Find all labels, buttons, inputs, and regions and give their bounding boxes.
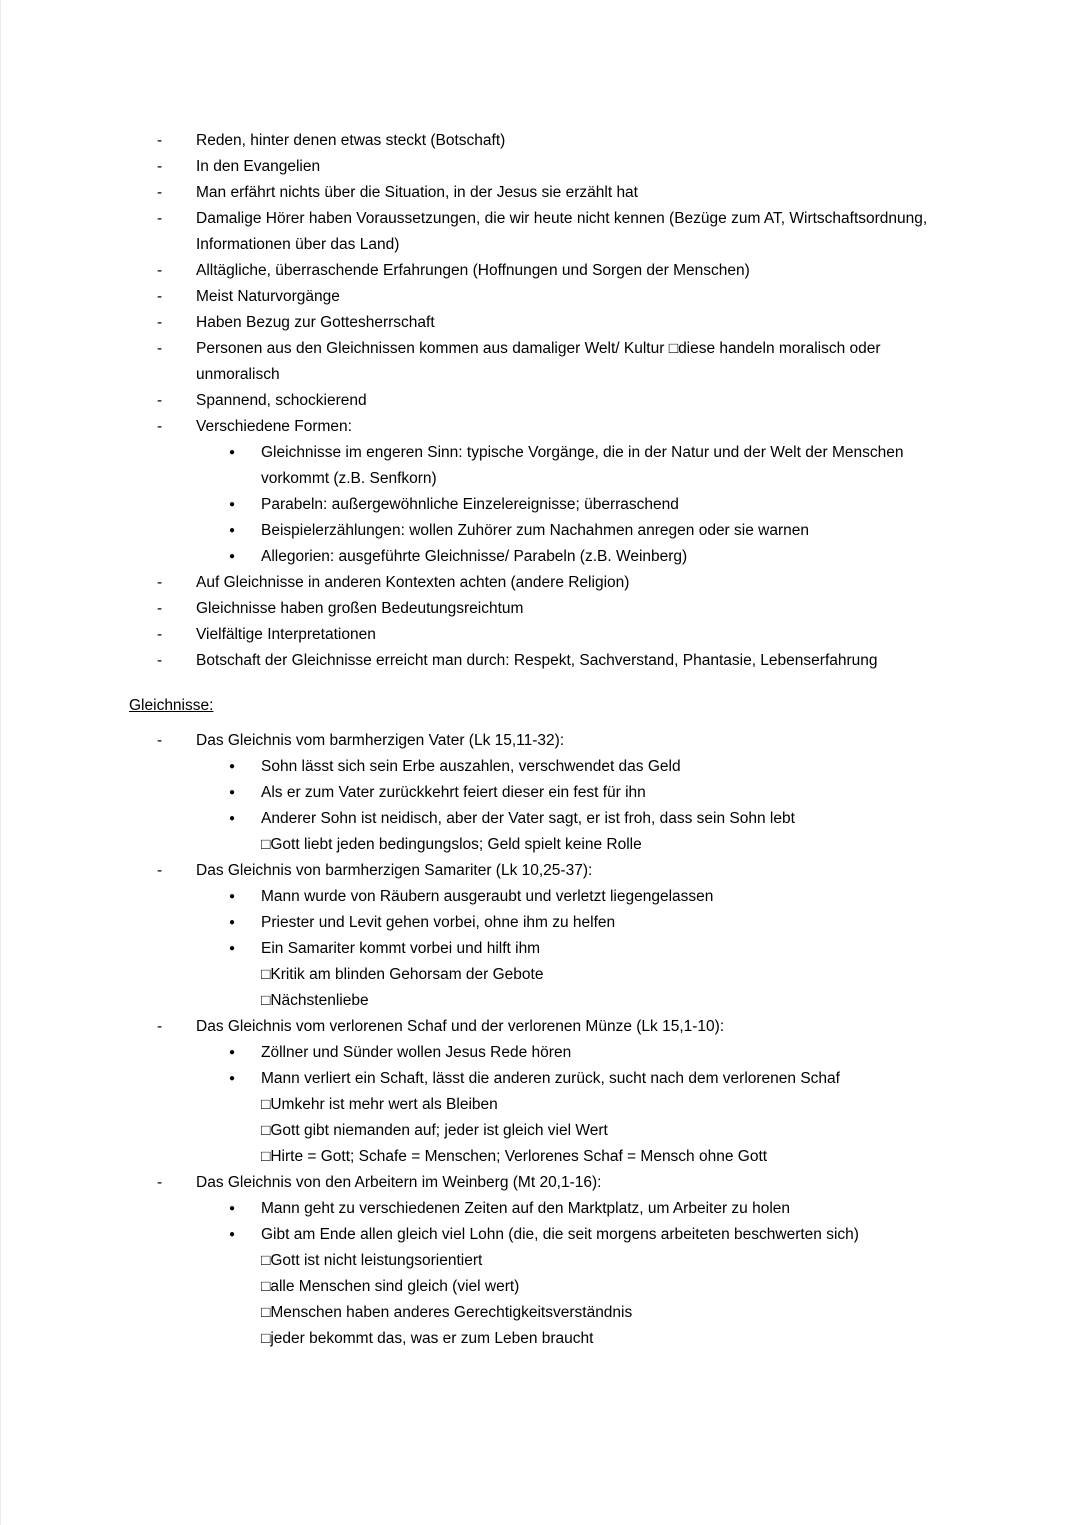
list-item-text: Parabeln: außergewöhnliche Einzelereignisse; überraschend xyxy=(261,496,679,513)
list-item xyxy=(129,1300,948,1326)
list-item-text: Das Gleichnis von barmherzigen Samariter (Lk 10,25-37): xyxy=(196,862,593,879)
dash-bullet-icon: - xyxy=(157,732,163,749)
list-item xyxy=(129,1222,948,1248)
list-item-text: Personen aus den Gleichnissen kommen aus damaliger Welt/ Kultur □diese handeln moralisch oder unmoralisch xyxy=(196,340,881,383)
list-item-text: Gibt am Ende allen gleich viel Lohn (die, die seit morgens arbeiteten beschwerten sich) xyxy=(261,1226,859,1243)
list-item xyxy=(129,1170,948,1196)
disc-bullet-icon: ● xyxy=(229,1073,236,1084)
dash-bullet-icon: - xyxy=(157,314,163,331)
list-item xyxy=(129,780,948,806)
list-item xyxy=(129,180,948,206)
list-item xyxy=(129,1144,948,1170)
dash-bullet-icon: - xyxy=(157,262,163,279)
disc-bullet-icon: ● xyxy=(229,813,236,824)
list-item-text: Gleichnisse im engeren Sinn: typische Vorgänge, die in der Natur und der Welt der Menschen vorkommt (z.B. Senfkorn) xyxy=(261,444,904,487)
list-item-text: □Hirte = Gott; Schafe = Menschen; Verlorenes Schaf = Mensch ohne Gott xyxy=(261,1148,768,1165)
list-item xyxy=(129,1248,948,1274)
list-item xyxy=(129,1066,948,1092)
list-item xyxy=(129,284,948,310)
disc-bullet-icon: ● xyxy=(229,525,236,536)
list-item xyxy=(129,154,948,180)
list-item-text: □Kritik am blinden Gehorsam der Gebote xyxy=(261,966,544,983)
list-item xyxy=(129,258,948,284)
list-item-text: Das Gleichnis vom verlorenen Schaf und der verlorenen Münze (Lk 15,1-10): xyxy=(196,1018,725,1035)
list-item xyxy=(129,518,948,544)
list-item xyxy=(129,1118,948,1144)
list-item-text: □Nächstenliebe xyxy=(261,992,369,1009)
list-item-text: Priester und Levit gehen vorbei, ohne ihm zu helfen xyxy=(261,914,616,931)
disc-bullet-icon: ● xyxy=(229,499,236,510)
list-item xyxy=(129,206,948,258)
list-item-text: Zöllner und Sünder wollen Jesus Rede hören xyxy=(261,1044,572,1061)
dash-bullet-icon: - xyxy=(157,340,163,357)
list-item-text: Allegorien: ausgeführte Gleichnisse/ Parabeln (z.B. Weinberg) xyxy=(261,548,688,565)
list-item-text: Das Gleichnis vom barmherzigen Vater (Lk 15,11-32): xyxy=(196,732,565,749)
list-item-text: Mann wurde von Räubern ausgeraubt und verletzt liegengelassen xyxy=(261,888,714,905)
list-item xyxy=(129,310,948,336)
list-item-text: Alltägliche, überraschende Erfahrungen (Hoffnungen und Sorgen der Menschen) xyxy=(196,262,750,279)
list-item xyxy=(129,988,948,1014)
dash-bullet-icon: - xyxy=(157,158,163,175)
notes-content xyxy=(129,128,948,1352)
list-item-text: Mann geht zu verschiedenen Zeiten auf den Marktplatz, um Arbeiter zu holen xyxy=(261,1200,791,1217)
disc-bullet-icon: ● xyxy=(229,551,236,562)
list-item xyxy=(129,1196,948,1222)
list-item-text: □Umkehr ist mehr wert als Bleiben xyxy=(261,1096,498,1113)
list-item-text: Als er zum Vater zurückkehrt feiert dieser ein fest für ihn xyxy=(261,784,646,801)
list-item-text: Mann verliert ein Schaft, lässt die anderen zurück, sucht nach dem verlorenen Schaf xyxy=(261,1070,840,1087)
list-item xyxy=(129,858,948,884)
section-heading: Gleichnisse: xyxy=(129,697,214,714)
dash-bullet-icon: - xyxy=(157,392,163,409)
list-item-text: In den Evangelien xyxy=(196,158,321,175)
list-item xyxy=(129,388,948,414)
list-item-text: Sohn lässt sich sein Erbe auszahlen, verschwendet das Geld xyxy=(261,758,681,775)
list-item xyxy=(129,1092,948,1118)
list-item-text: Meist Naturvorgänge xyxy=(196,288,340,305)
list-item-text: □Menschen haben anderes Gerechtigkeitsverständnis xyxy=(261,1304,633,1321)
disc-bullet-icon: ● xyxy=(229,1229,236,1240)
dash-bullet-icon: - xyxy=(157,652,163,669)
list-item xyxy=(129,1274,948,1300)
list-item xyxy=(129,884,948,910)
list-item-text: □jeder bekommt das, was er zum Leben braucht xyxy=(261,1330,594,1347)
list-item xyxy=(129,1040,948,1066)
dash-bullet-icon: - xyxy=(157,574,163,591)
list-item-text: □alle Menschen sind gleich (viel wert) xyxy=(261,1278,520,1295)
list-item xyxy=(129,728,948,754)
dash-bullet-icon: - xyxy=(157,288,163,305)
dash-bullet-icon: - xyxy=(157,1018,163,1035)
disc-bullet-icon: ● xyxy=(229,1203,236,1214)
list-item-text: Spannend, schockierend xyxy=(196,392,367,409)
list-item-text: Botschaft der Gleichnisse erreicht man durch: Respekt, Sachverstand, Phantasie, Lebenserfahrung xyxy=(196,652,878,669)
list-item-text: Haben Bezug zur Gottesherrschaft xyxy=(196,314,435,331)
dash-bullet-icon: - xyxy=(157,1174,163,1191)
list-item-text: Ein Samariter kommt vorbei und hilft ihm xyxy=(261,940,541,957)
list-item xyxy=(129,440,948,492)
list-item-text: Anderer Sohn ist neidisch, aber der Vater sagt, er ist froh, dass sein Sohn lebt xyxy=(261,810,795,827)
list-item xyxy=(129,570,948,596)
list-item-text: Vielfältige Interpretationen xyxy=(196,626,376,643)
list-item xyxy=(129,754,948,780)
bullet-list xyxy=(129,728,948,1352)
dash-bullet-icon: - xyxy=(157,132,163,149)
list-item xyxy=(129,544,948,570)
list-item xyxy=(129,962,948,988)
list-item-text: Damalige Hörer haben Voraussetzungen, die wir heute nicht kennen (Bezüge zum AT, Wirtschaftsordnung, Informationen über das Land) xyxy=(196,210,928,253)
disc-bullet-icon: ● xyxy=(229,1047,236,1058)
list-item xyxy=(129,1326,948,1352)
disc-bullet-icon: ● xyxy=(229,787,236,798)
dash-bullet-icon: - xyxy=(157,862,163,879)
list-item xyxy=(129,648,948,674)
list-item-text: Auf Gleichnisse in anderen Kontexten achten (andere Religion) xyxy=(196,574,630,591)
list-item-text: Reden, hinter denen etwas steckt (Botschaft) xyxy=(196,132,506,149)
bullet-list xyxy=(129,128,948,674)
list-item xyxy=(129,336,948,388)
list-item xyxy=(129,492,948,518)
list-item xyxy=(129,936,948,962)
list-item-text: Verschiedene Formen: xyxy=(196,418,352,435)
dash-bullet-icon: - xyxy=(157,210,163,227)
list-item-text: □Gott liebt jeden bedingungslos; Geld spielt keine Rolle xyxy=(261,836,642,853)
disc-bullet-icon: ● xyxy=(229,761,236,772)
dash-bullet-icon: - xyxy=(157,626,163,643)
list-item-text: Beispielerzählungen: wollen Zuhörer zum Nachahmen anregen oder sie warnen xyxy=(261,522,809,539)
list-item-text: Gleichnisse haben großen Bedeutungsreichtum xyxy=(196,600,524,617)
list-item xyxy=(129,910,948,936)
list-item xyxy=(129,622,948,648)
disc-bullet-icon: ● xyxy=(229,943,236,954)
list-item-text: Man erfährt nichts über die Situation, in der Jesus sie erzählt hat xyxy=(196,184,638,201)
list-item xyxy=(129,806,948,832)
document-page xyxy=(1,0,1080,1525)
dash-bullet-icon: - xyxy=(157,418,163,435)
disc-bullet-icon: ● xyxy=(229,447,236,458)
list-item xyxy=(129,832,948,858)
dash-bullet-icon: - xyxy=(157,600,163,617)
list-item xyxy=(129,128,948,154)
list-item-text: □Gott gibt niemanden auf; jeder ist gleich viel Wert xyxy=(261,1122,608,1139)
dash-bullet-icon: - xyxy=(157,184,163,201)
list-item-text: Das Gleichnis von den Arbeitern im Weinberg (Mt 20,1-16): xyxy=(196,1174,602,1191)
list-item xyxy=(129,596,948,622)
disc-bullet-icon: ● xyxy=(229,917,236,928)
list-item xyxy=(129,1014,948,1040)
list-item-text: □Gott ist nicht leistungsorientiert xyxy=(261,1252,483,1269)
list-item xyxy=(129,414,948,440)
disc-bullet-icon: ● xyxy=(229,891,236,902)
